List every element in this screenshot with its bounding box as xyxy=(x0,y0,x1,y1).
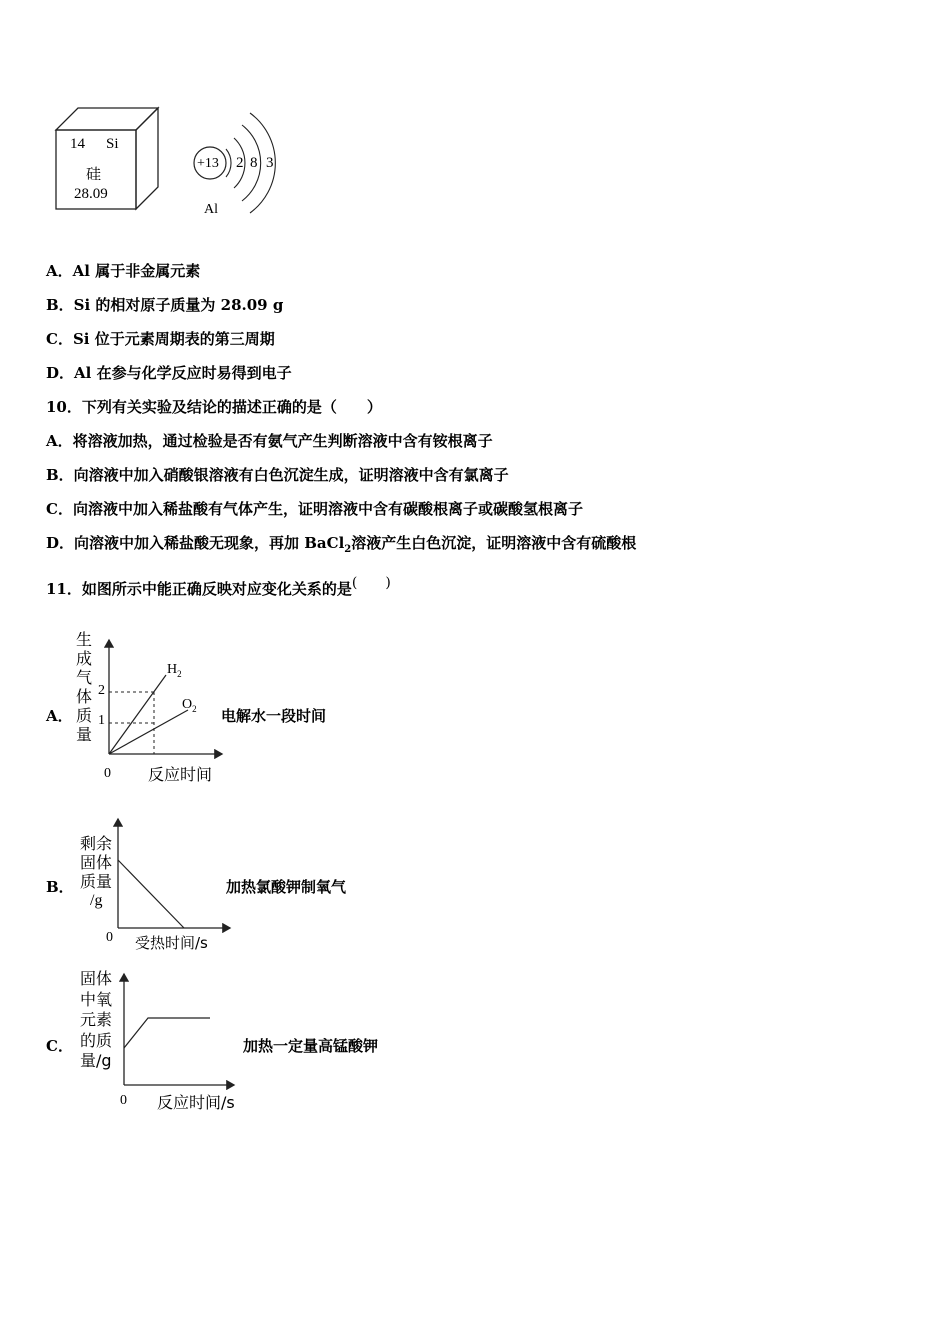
graph-c-xlabel: 反应时间/s xyxy=(157,1093,235,1112)
graph-b-xlabel: 受热时间/s xyxy=(135,934,208,952)
graph-a-o2-line xyxy=(109,710,188,754)
graph-a-plot xyxy=(90,635,230,775)
graph-a-ylabel-char: 成 xyxy=(76,649,93,668)
graph-a-xlabel: 反应时间 xyxy=(148,765,213,784)
graph-b-mass-line xyxy=(118,860,184,928)
graph-a-ylabel-char: 生 xyxy=(76,630,93,649)
graph-a-h2-line xyxy=(109,675,166,754)
graph-b-ylabel-line: /g xyxy=(90,892,103,909)
q10-option-d-subscript: 2 xyxy=(344,544,352,555)
graph-a-h2-name: H xyxy=(167,662,178,677)
q10-option-d-after: 溶液产生白色沉淀，证明溶液中含有硫酸根 xyxy=(351,534,637,552)
graph-a-caption: 电解水一段时间 xyxy=(221,707,327,725)
graph-c-plot xyxy=(114,970,244,1090)
al-shell-1: 2 xyxy=(236,155,244,171)
graph-c-label: C． xyxy=(46,1037,73,1055)
al-shell-2: 8 xyxy=(250,155,258,171)
si-name: 硅 xyxy=(86,165,102,183)
graph-a-ylabel-char: 气 xyxy=(76,668,93,687)
q10-option-c: C．向溶液中加入稀盐酸有气体产生，证明溶液中含有碳酸根离子或碳酸氢根离子 xyxy=(46,500,583,518)
si-symbol: Si xyxy=(106,136,119,152)
q10-option-d xyxy=(46,533,636,560)
graph-a-ylabel-char: 量 xyxy=(76,725,93,744)
al-symbol: Al xyxy=(204,202,218,217)
graph-b-ylabel-line: 剩余 xyxy=(80,834,113,853)
q9-option-c: C．Si 位于元素周期表的第三周期 xyxy=(46,330,275,348)
q10-option-b: B．向溶液中加入硝酸银溶液有白色沉淀生成，证明溶液中含有氯离子 xyxy=(46,466,509,484)
q10-option-d-before: D．向溶液中加入稀盐酸无现象，再加 BaCl xyxy=(46,534,345,552)
element-figure xyxy=(50,100,290,225)
graph-a-o2-label xyxy=(182,697,197,714)
q9-option-d: D．Al 在参与化学反应时易得到电子 xyxy=(46,364,292,382)
graph-b-label: B． xyxy=(46,878,74,896)
q11-stem xyxy=(46,575,391,600)
q11-stem-text: 11．如图所示中能正确反映对应变化关系的是 xyxy=(46,580,352,598)
graph-c-ylabel-line: 量/g xyxy=(80,1051,112,1070)
graph-b-caption: 加热氯酸钾制氧气 xyxy=(226,878,347,896)
graph-b-ylabel-line: 质量 xyxy=(80,872,113,891)
al-nucleus-charge: +13 xyxy=(197,156,219,171)
graph-b-ylabel-line: 固体 xyxy=(80,853,113,872)
graph-a-tick-1: 1 xyxy=(98,713,105,728)
graph-c-oxygen-line xyxy=(124,1018,210,1048)
graph-a-origin: 0 xyxy=(104,766,111,781)
si-element-tile xyxy=(50,100,170,215)
graph-a-o2-sub: 2 xyxy=(192,703,197,714)
q11-answer-paren: ( ) xyxy=(351,575,391,591)
graph-a-label: A． xyxy=(46,707,73,725)
graph-a-ylabel-char: 质 xyxy=(76,706,93,725)
si-atomic-mass: 28.09 xyxy=(74,186,108,202)
graph-c-caption: 加热一定量高锰酸钾 xyxy=(243,1037,379,1055)
graph-c-ylabel-line: 中氧 xyxy=(80,989,113,1009)
q10-option-a: A．将溶液加热，通过检验是否有氨气产生判断溶液中含有铵根离子 xyxy=(46,432,493,450)
q9-option-a: A．Al 属于非金属元素 xyxy=(46,262,201,280)
graph-a-ylabel-char: 体 xyxy=(76,687,93,706)
graph-b-plot xyxy=(108,815,238,935)
graph-b-origin: 0 xyxy=(106,930,113,945)
q10-stem: 10．下列有关实验及结论的描述正确的是（ ） xyxy=(46,398,382,416)
graph-a-h2-label xyxy=(167,662,182,679)
al-shell-3: 3 xyxy=(266,155,274,171)
graph-c-ylabel-line: 的质 xyxy=(80,1030,113,1050)
graph-a-h2-sub: 2 xyxy=(177,668,182,679)
graph-a-tick-2: 2 xyxy=(98,683,105,698)
graph-c-origin: 0 xyxy=(120,1093,127,1108)
graph-a-o2-name: O xyxy=(182,697,193,712)
q9-option-b: B．Si 的相对原子质量为 28.09 g xyxy=(46,296,284,314)
graph-c-ylabel-line: 固体 xyxy=(80,969,113,988)
graph-c-ylabel-line: 元素 xyxy=(80,1010,113,1029)
si-atomic-number: 14 xyxy=(70,136,85,152)
